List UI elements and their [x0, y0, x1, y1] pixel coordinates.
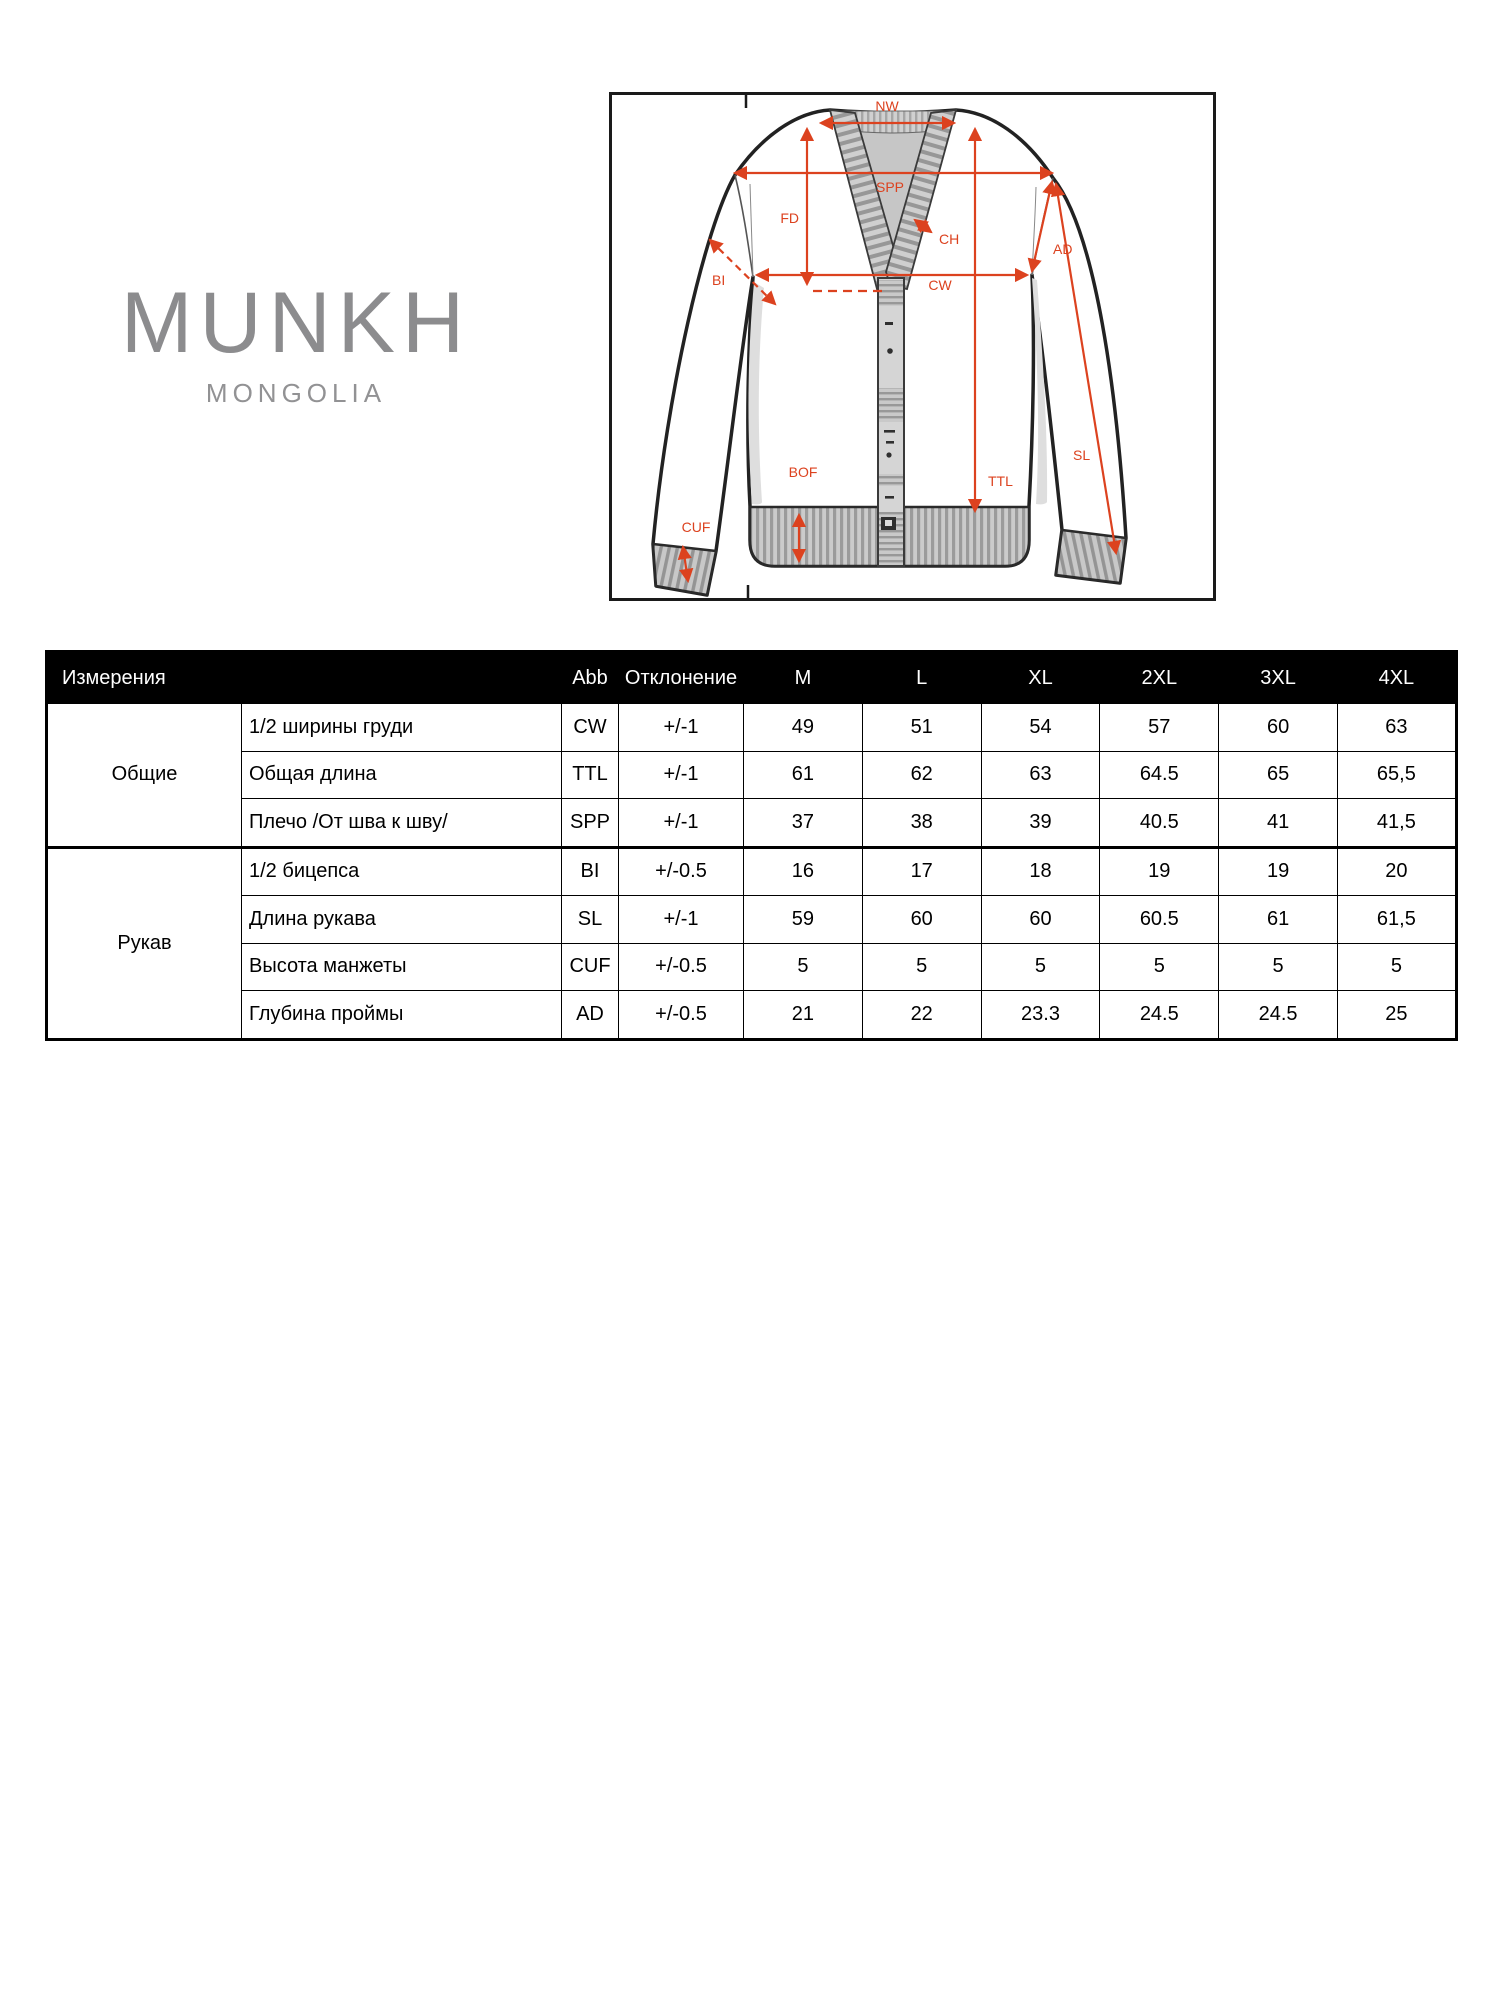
measure-label-bof: BOF	[788, 464, 818, 480]
column-header: 4XL	[1337, 652, 1456, 704]
table-header	[47, 652, 1457, 704]
table-body	[47, 704, 1457, 1040]
value-cell: 5	[1219, 943, 1338, 991]
header-row	[47, 652, 1457, 704]
value-cell: 65,5	[1337, 751, 1456, 799]
deviation-cell: +/-1	[619, 751, 744, 799]
value-cell: 40.5	[1100, 799, 1219, 848]
deviation-cell: +/-0.5	[619, 847, 744, 896]
value-cell: 5	[862, 943, 981, 991]
value-cell: 5	[1100, 943, 1219, 991]
abb-cell: CW	[562, 704, 619, 752]
column-header: Измерения	[47, 652, 562, 704]
value-cell: 24.5	[1219, 991, 1338, 1040]
column-header: L	[862, 652, 981, 704]
abb-cell: TTL	[562, 751, 619, 799]
button-placket	[878, 278, 904, 566]
value-cell: 5	[981, 943, 1100, 991]
brand-name: MUNKH	[120, 275, 472, 371]
value-cell: 20	[1337, 847, 1456, 896]
table-row	[47, 896, 1457, 944]
abb-cell: SPP	[562, 799, 619, 848]
garment-diagram	[609, 92, 1216, 601]
abb-cell: SL	[562, 896, 619, 944]
value-cell: 19	[1219, 847, 1338, 896]
brand-logo	[112, 275, 480, 409]
table-row	[47, 751, 1457, 799]
measure-label-nw: NW	[875, 98, 899, 114]
value-cell: 24.5	[1100, 991, 1219, 1040]
group-cell: Рукав	[47, 847, 242, 1039]
table-row	[47, 991, 1457, 1040]
value-cell: 18	[981, 847, 1100, 896]
value-cell: 37	[744, 799, 863, 848]
deviation-cell: +/-0.5	[619, 991, 744, 1040]
column-header: M	[744, 652, 863, 704]
measure-name-cell: Глубина проймы	[242, 991, 562, 1040]
abb-cell: AD	[562, 991, 619, 1040]
value-cell: 38	[862, 799, 981, 848]
value-cell: 23.3	[981, 991, 1100, 1040]
value-cell: 25	[1337, 991, 1456, 1040]
value-cell: 63	[1337, 704, 1456, 752]
value-cell: 41,5	[1337, 799, 1456, 848]
cardigan-schematic	[609, 92, 1216, 601]
value-cell: 41	[1219, 799, 1338, 848]
deviation-cell: +/-1	[619, 896, 744, 944]
measure-name-cell: Высота манжеты	[242, 943, 562, 991]
column-header: Abb	[562, 652, 619, 704]
measure-name-cell: Длина рукава	[242, 896, 562, 944]
value-cell: 5	[744, 943, 863, 991]
value-cell: 65	[1219, 751, 1338, 799]
value-cell: 60.5	[1100, 896, 1219, 944]
value-cell: 61,5	[1337, 896, 1456, 944]
value-cell: 51	[862, 704, 981, 752]
measure-name-cell: 1/2 бицепса	[242, 847, 562, 896]
deviation-cell: +/-1	[619, 799, 744, 848]
measure-label-ttl: TTL	[988, 473, 1013, 489]
brand-subtitle: MONGOLIA	[205, 378, 387, 408]
value-cell: 21	[744, 991, 863, 1040]
measure-label-ch: CH	[939, 231, 960, 247]
measure-name-cell: 1/2 ширины груди	[242, 704, 562, 752]
measure-label-spp: SPP	[875, 179, 905, 195]
value-cell: 61	[744, 751, 863, 799]
value-cell: 59	[744, 896, 863, 944]
measure-label-fd: FD	[780, 210, 799, 226]
measure-label-bi: BI	[712, 272, 726, 288]
column-header: XL	[981, 652, 1100, 704]
group-cell: Общие	[47, 704, 242, 848]
value-cell: 19	[1100, 847, 1219, 896]
table-row	[47, 943, 1457, 991]
cuff-right	[1056, 530, 1126, 583]
column-header: 2XL	[1100, 652, 1219, 704]
value-cell: 49	[744, 704, 863, 752]
value-cell: 16	[744, 847, 863, 896]
column-header: 3XL	[1219, 652, 1338, 704]
value-cell: 61	[1219, 896, 1338, 944]
value-cell: 60	[862, 896, 981, 944]
table-row	[47, 847, 1457, 896]
table-row	[47, 704, 1457, 752]
value-cell: 62	[862, 751, 981, 799]
size-table	[45, 650, 1458, 1041]
value-cell: 60	[1219, 704, 1338, 752]
measure-name-cell: Общая длина	[242, 751, 562, 799]
value-cell: 63	[981, 751, 1100, 799]
deviation-cell: +/-0.5	[619, 943, 744, 991]
value-cell: 60	[981, 896, 1100, 944]
deviation-cell: +/-1	[619, 704, 744, 752]
measure-label-sl: SL	[1073, 447, 1091, 463]
value-cell: 54	[981, 704, 1100, 752]
measure-label-ad: AD	[1053, 241, 1073, 257]
value-cell: 64.5	[1100, 751, 1219, 799]
value-cell: 17	[862, 847, 981, 896]
value-cell: 39	[981, 799, 1100, 848]
measure-label-cuf: CUF	[681, 519, 711, 535]
measure-name-cell: Плечо /От шва к шву/	[242, 799, 562, 848]
abb-cell: BI	[562, 847, 619, 896]
table-row	[47, 799, 1457, 848]
abb-cell: CUF	[562, 943, 619, 991]
measure-label-cw: CW	[928, 277, 952, 293]
value-cell: 57	[1100, 704, 1219, 752]
value-cell: 22	[862, 991, 981, 1040]
column-header: Отклонение	[619, 652, 744, 704]
value-cell: 5	[1337, 943, 1456, 991]
